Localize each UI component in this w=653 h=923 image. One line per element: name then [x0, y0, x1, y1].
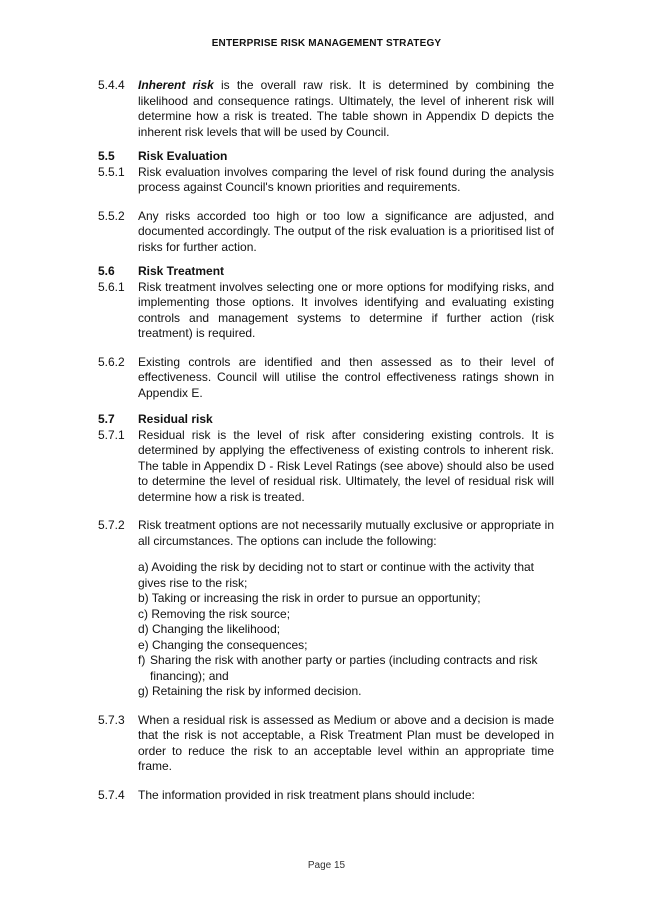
inherent-risk-term: Inherent risk [138, 78, 214, 92]
list-item-label: a) [138, 560, 149, 574]
heading-text: Risk Treatment [138, 264, 225, 278]
heading-text: Residual risk [138, 412, 213, 426]
section-number: 5.7 [98, 412, 115, 426]
section-5-5-1 [98, 165, 554, 196]
list-item-label: f) [138, 653, 146, 667]
list-item-label: g) [138, 684, 149, 698]
section-text: The information provided in risk treatment plans should include: [138, 787, 475, 802]
section-number: 5.7.4 [98, 787, 125, 802]
treatment-options-list [98, 560, 554, 700]
section-5-6-1 [98, 280, 554, 342]
list-item-text: Changing the likelihood; [152, 622, 281, 636]
section-text: When a residual risk is assessed as Medium or above and a decision is made that the risk is not acceptable, a Risk Treatment Plan must be developed in order to reduce the risk to an acceptable level within an appropriate time frame. [138, 712, 554, 773]
section-number: 5.5.1 [98, 164, 125, 179]
section-5-7-1 [98, 428, 554, 506]
section-number: 5.7.2 [98, 518, 125, 532]
page-number: Page 15 [307, 860, 346, 871]
section-number: 5.5 [98, 149, 115, 163]
section-text: Existing controls are identified and then assessed as to their level of effectiveness. Council will utilise the control effectiveness ratings shown in Appendix E. [138, 354, 554, 400]
section-text: Any risks accorded too high or too low a significance are adjusted, and documented accordingly. The output of the risk evaluation is a prioritised list of risks for further action. [138, 208, 554, 254]
list-item [138, 591, 554, 607]
heading-risk-treatment [98, 264, 554, 280]
list-item-text: Retaining the risk by informed decision. [152, 684, 362, 698]
list-item-label: b) [138, 591, 149, 605]
section-5-7-3 [98, 713, 554, 775]
section-5-7-4 [98, 788, 554, 804]
section-number: 5.7.1 [98, 427, 125, 442]
list-item-text: Taking or increasing the risk in order to pursue an opportunity; [151, 591, 481, 605]
section-5-6-2 [98, 355, 554, 402]
section-text: Risk treatment options are not necessarily mutually exclusive or appropriate in all circumstances. The options can include the following: [138, 518, 554, 548]
section-number: 5.6 [98, 264, 115, 278]
section-5-5-2 [98, 209, 554, 256]
heading-risk-evaluation [98, 149, 554, 165]
section-5-7-2 [98, 518, 554, 549]
section-number: 5.4.4 [98, 78, 125, 92]
list-item [138, 638, 554, 654]
list-item-label: c) [138, 606, 148, 621]
section-text: Residual risk is the level of risk after considering existing controls. It is determined by applying the effectiveness of existing controls to inherent risk. The table in Appendix D - Risk Level Ratings (see above) should also be used to determine the level of residual risk. Ultimately, the level of residual risk will determine how a risk is treated. [138, 427, 554, 504]
list-item [138, 653, 554, 684]
list-item [138, 684, 554, 700]
section-text: Risk treatment involves selecting one or more options for modifying risks, and implementing those options. It involves identifying and evaluating existing controls and management systems to determine if further action (risk treatment) is required. [138, 279, 554, 340]
list-item-text: Avoiding the risk by deciding not to start or continue with the activity that gives rise to the risk; [138, 560, 534, 590]
list-item-text: Removing the risk source; [151, 606, 291, 621]
heading-text: Risk Evaluation [138, 149, 228, 163]
section-number: 5.6.1 [98, 279, 125, 294]
list-item-label: e) [138, 637, 149, 652]
document-body [98, 78, 554, 803]
list-item-text: Sharing the risk with another party or parties (including contracts and risk financing); and [150, 653, 538, 683]
list-item-label: d) [138, 622, 149, 636]
section-text: Risk evaluation involves comparing the level of risk found during the analysis process against Council's known priorities and requirements. [138, 164, 554, 194]
list-item [138, 560, 554, 591]
section-text: is the overall raw risk. It is determined by combining the likelihood and consequence ratings. Ultimately, the level of inherent risk will determine how a risk is treated. The table shown in Appendix D depicts the inherent risk levels that will be used by Council. [138, 78, 554, 139]
page-header: ENTERPRISE RISK MANAGEMENT STRATEGY [211, 38, 442, 49]
section-number: 5.5.2 [98, 208, 125, 223]
heading-residual-risk [98, 412, 554, 428]
section-5-4-4 [98, 78, 554, 140]
list-item [138, 607, 554, 623]
section-number: 5.7.3 [98, 712, 125, 727]
section-number: 5.6.2 [98, 354, 125, 369]
list-item [138, 622, 554, 638]
list-item-text: Changing the consequences; [152, 637, 308, 652]
